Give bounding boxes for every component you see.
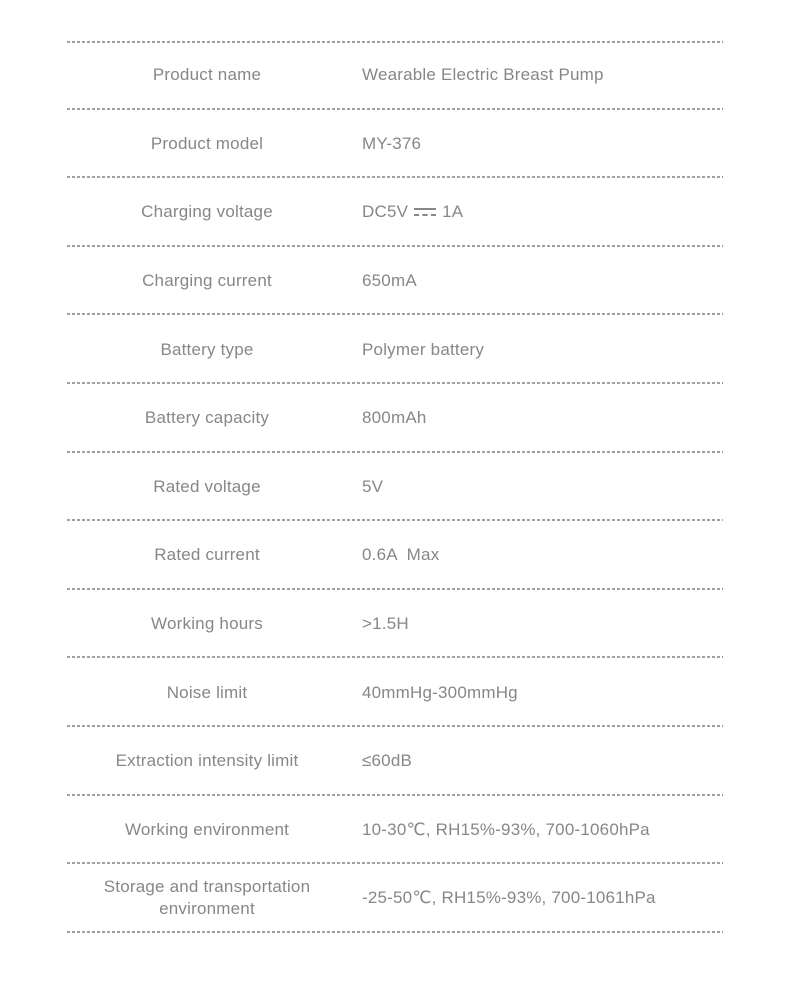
spec-row <box>67 658 723 727</box>
spec-value: Polymer battery <box>362 339 485 359</box>
spec-value: >1.5H <box>362 614 409 633</box>
spec-label: Battery type <box>160 339 254 359</box>
spec-table <box>67 41 723 933</box>
spec-value: 650mA <box>362 271 417 291</box>
spec-label: Product name <box>152 65 262 85</box>
spec-label: Working environment <box>124 819 290 839</box>
spec-value: 10-30℃, RH15%-93%, 700-1060hPa <box>362 819 650 839</box>
spec-label: Storage and transportation environment <box>103 877 311 919</box>
spec-row <box>67 727 723 796</box>
spec-label: Rated current <box>154 545 260 565</box>
spec-value: 5V <box>362 476 384 496</box>
spec-row <box>67 384 723 453</box>
spec-label: Working hours <box>151 614 263 633</box>
spec-value: 0.6A Max <box>362 545 440 565</box>
spec-row <box>67 521 723 590</box>
spec-value: Wearable Electric Breast Pump <box>362 65 604 85</box>
spec-row <box>67 178 723 247</box>
spec-label: Charging current <box>142 271 272 291</box>
spec-label: Battery capacity <box>144 408 270 428</box>
spec-row <box>67 864 723 933</box>
spec-label: Charging voltage <box>141 202 273 222</box>
spec-value: 800mAh <box>362 408 427 428</box>
spec-label: Rated voltage <box>153 476 261 496</box>
spec-label: Extraction intensity limit <box>115 751 299 771</box>
spec-row <box>67 315 723 384</box>
spec-row <box>67 247 723 316</box>
spec-value: 40mmHg-300mmHg <box>362 682 518 702</box>
spec-value: MY-376 <box>362 133 422 153</box>
spec-row <box>67 453 723 522</box>
spec-row <box>67 41 723 110</box>
spec-value: ≤60dB <box>362 751 413 771</box>
spec-label: Noise limit <box>166 682 248 702</box>
spec-value: -25-50℃, RH15%-93%, 700-1061hPa <box>362 888 656 908</box>
spec-row <box>67 110 723 179</box>
direct-current-icon <box>414 206 436 218</box>
spec-row <box>67 590 723 659</box>
spec-label: Product model <box>150 133 264 153</box>
spec-row <box>67 796 723 865</box>
spec-value: DC5V 1A <box>362 202 464 222</box>
